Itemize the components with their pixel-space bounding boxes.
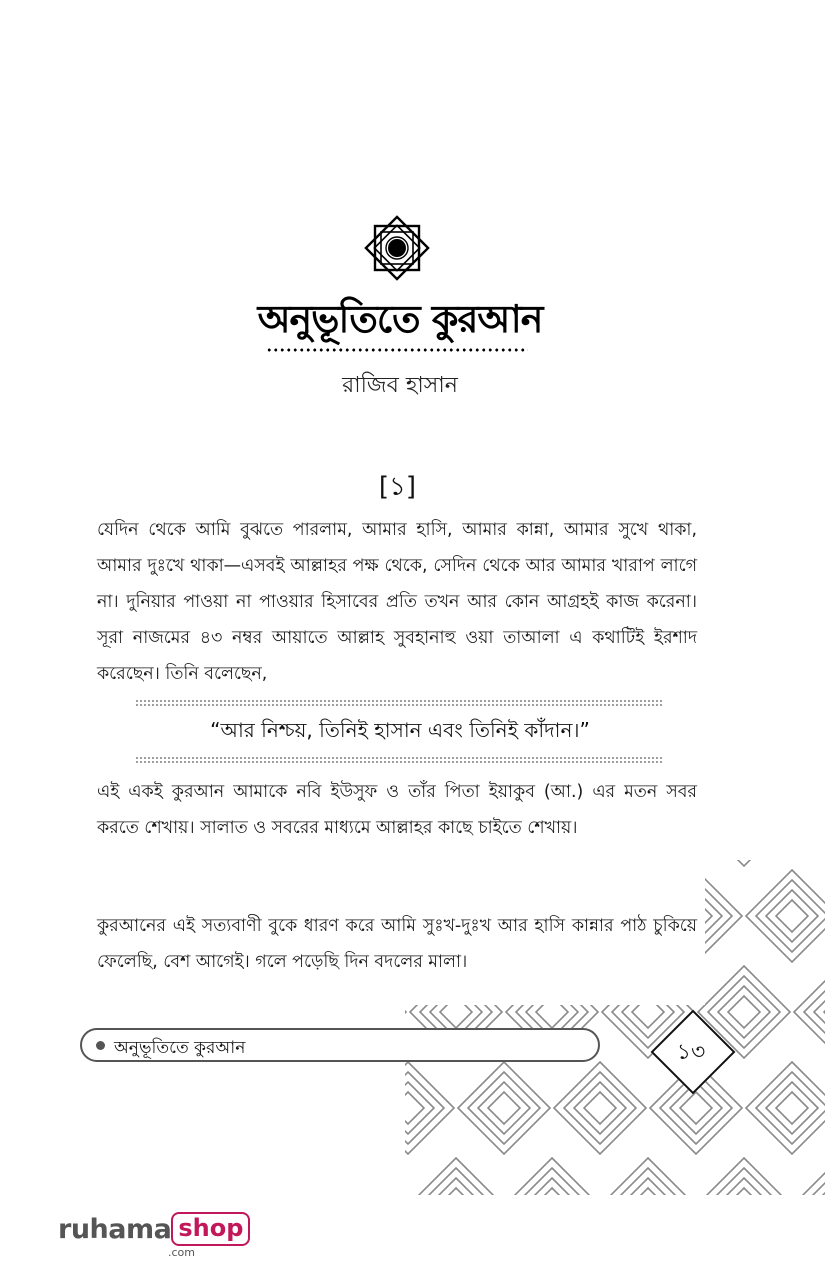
author-name: রাজিব হাসান (342, 373, 458, 398)
page-number-badge (650, 1009, 732, 1091)
quote-divider-bottom (135, 756, 663, 764)
book-title: অনুভূতিতে কুরআন (257, 297, 543, 341)
watermark-logo (58, 1212, 250, 1259)
watermark-brand-accent: shop (171, 1212, 250, 1246)
quote-divider-top (135, 699, 663, 707)
watermark-brand: ruhama (58, 1213, 172, 1245)
bullet-icon (96, 1041, 105, 1050)
running-title: অনুভূতিতে কুরআন (114, 1038, 246, 1058)
running-footer (80, 1028, 600, 1062)
watermark-domain: .com (168, 1246, 195, 1259)
title-dotted-divider (266, 347, 528, 353)
paragraph-1: যেদিন থেকে আমি বুঝতে পারলাম, আমার হাসি, আমার কান্না, আমার সুখে থাকা, আমার দুঃখে থাকা—এসবই আল্লাহর পক্ষ থেকে, সেদিন থেকে আর আমার খারাপ লাগে না। দুনিয়ার পাওয়া না পাওয়ার হিসাবের প্রতি তখন আর কোন আগ্রহই কাজ করেনা। সূরা নাজমের ৪৩ নম্বর আয়াতে আল্লাহ সুবহানাহু ওয়া তাআলা এ কথাটিই ইরশাদ করেছেন। তিনি বলেছেন, (97, 520, 697, 684)
paragraph-3: কুরআনের এই সত্যবাণী বুকে ধারণ করে আমি সুঃখ-দুঃখ আর হাসি কান্নার পাঠ চুকিয়ে ফেলেছি, বেশ আগেই। গলে পড়েছি দিন বদলের মালা। (97, 916, 697, 972)
islamic-star-ornament-icon (364, 215, 430, 281)
section-number: [১] (378, 472, 417, 502)
quote-text: “আর নিশ্চয়, তিনিই হাসান এবং তিনিই কাঁদান।” (210, 718, 590, 742)
paragraph-2: এই একই কুরআন আমাকে নবি ইউসুফ ও তাঁর পিতা ইয়াকুব (আ.) এর মতন সবর করতে শেখায়। সালাত ও সবরের মাধ্যমে আল্লাহর কাছে চাইতে শেখায়। (97, 782, 697, 838)
page-number: ১৩ (676, 1040, 706, 1065)
